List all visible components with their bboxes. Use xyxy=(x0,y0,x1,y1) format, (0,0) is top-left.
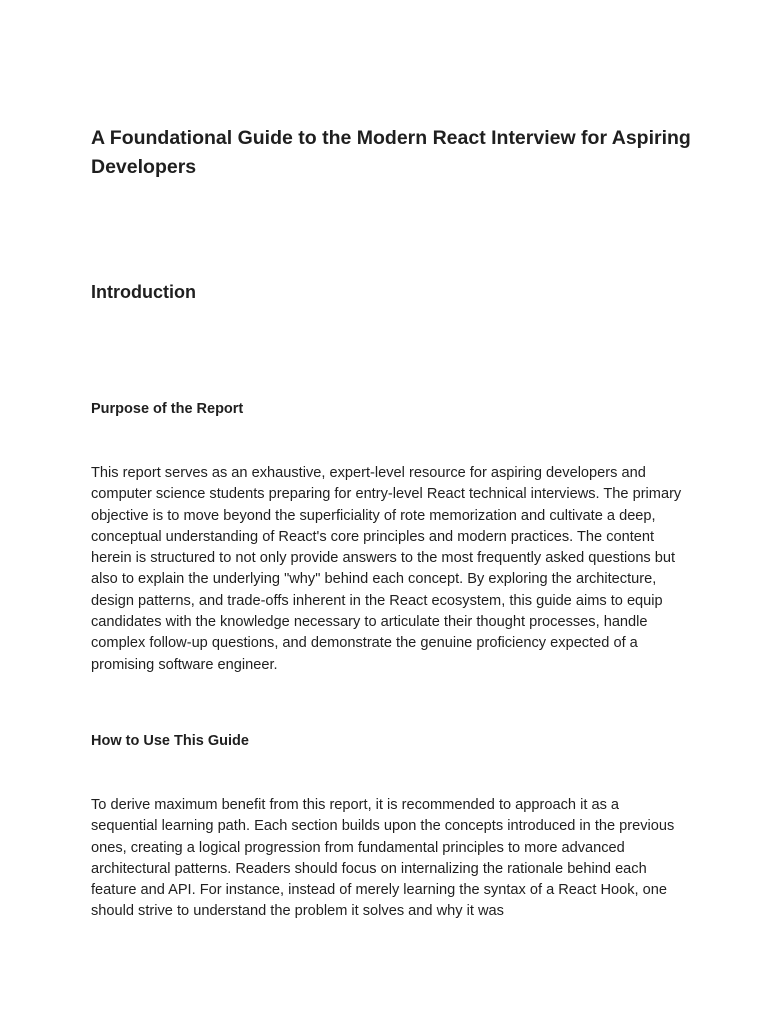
subsection-heading-purpose: Purpose of the Report xyxy=(91,401,244,417)
document-title: A Foundational Guide to the Modern React Interview for Aspiring Developers xyxy=(91,127,691,178)
paragraph-how-to-use: To derive maximum benefit from this report, it is recommended to approach it as a sequential learning path. Each section builds upon the concepts introduced in the previous ones, creating a logical progression from fundamental principles to more advanced architectural patterns. Readers should focus on internalizing the rationale behind each feature and API. For instance, instead of merely learning the syntax of a React Hook, one should strive to understand the problem it solves and why it was xyxy=(91,797,675,920)
subsection-heading-how-to-use: How to Use This Guide xyxy=(91,733,249,749)
section-heading-introduction: Introduction xyxy=(91,282,196,302)
paragraph-purpose: This report serves as an exhaustive, expert-level resource for aspiring developers and computer science students preparing for entry-level React technical interviews. The primary objective is to move beyond the superficiality of rote memorization and cultivate a deep, conceptual understanding of React's core principles and modern practices. The content herein is structured to not only provide answers to the most frequently asked questions but also to explain the underlying "why" behind each concept. By exploring the architecture, design patterns, and trade-offs inherent in the React ecosystem, this guide aims to equip candidates with the knowledge necessary to articulate their thought processes, handle complex follow-up questions, and demonstrate the genuine proficiency expected of a promising software engineer. xyxy=(91,465,682,673)
